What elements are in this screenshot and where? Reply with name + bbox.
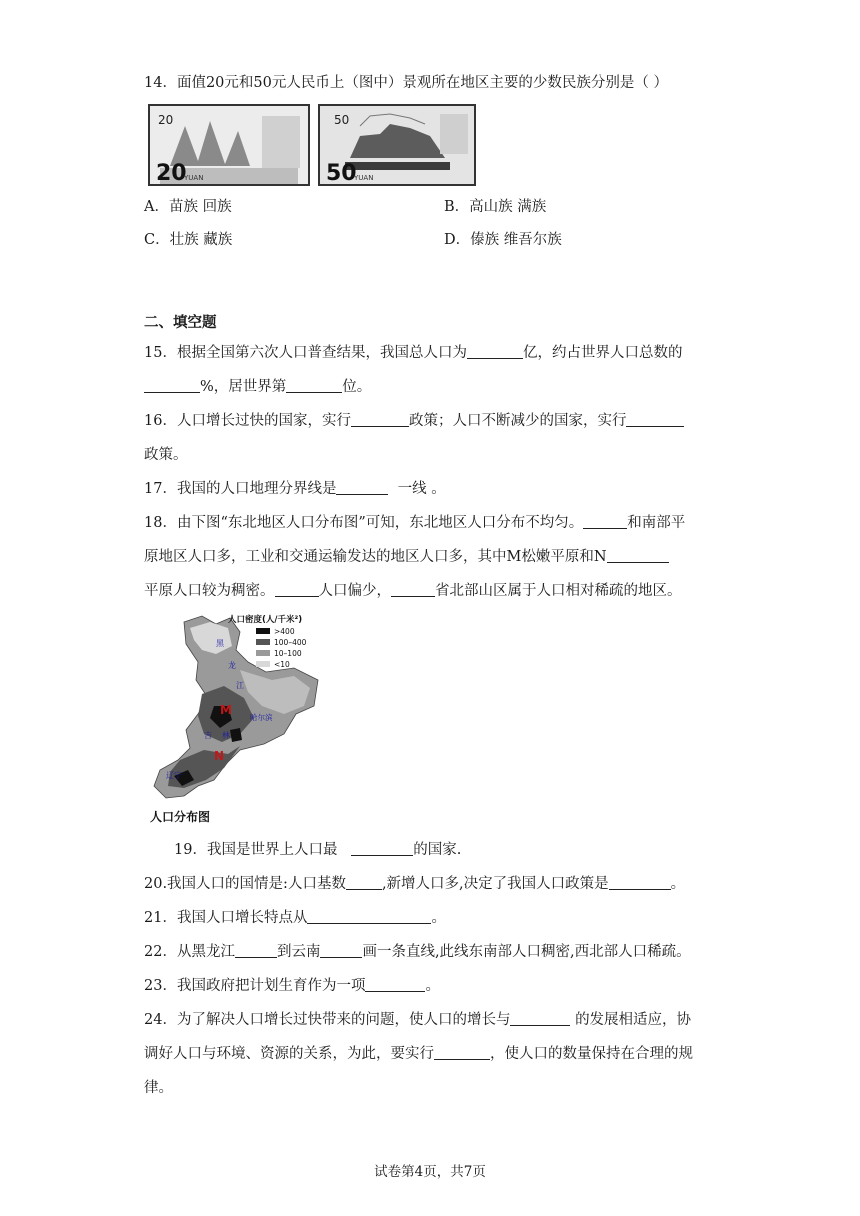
q15-blank-1[interactable] xyxy=(467,343,523,359)
q16-text-c: 政策。 xyxy=(144,447,188,463)
section-title: 二、填空题 xyxy=(144,315,217,331)
question-14-stem: 14．面值20元和50元人民币上（图中）景观所在地区主要的少数民族分别是（ ） xyxy=(144,75,668,91)
q24-text-e: 律。 xyxy=(144,1080,173,1096)
q21-text-b: 。 xyxy=(431,910,446,926)
q24-blank-1[interactable] xyxy=(510,1010,570,1026)
q23-text-b: 。 xyxy=(425,978,440,994)
q18-text-d: 平原人口较为稠密。 xyxy=(144,583,275,599)
q20-blank-2[interactable] xyxy=(609,874,671,890)
question-18-line3 xyxy=(144,581,682,601)
bill-20-mark: 20 xyxy=(158,113,174,127)
q24-text-d: ，使人口的数量保持在合理的规 xyxy=(490,1046,693,1062)
map-label-jiang: 江 xyxy=(236,681,244,690)
q18-text-a: 18．由下图“东北地区人口分布图”可知，东北地区人口分布不均匀。 xyxy=(144,515,584,531)
map-mark-n: N xyxy=(214,749,225,763)
northeast-population-map xyxy=(144,610,340,826)
legend-swatch-4 xyxy=(256,661,270,667)
map-label-liaoning: 辽宁 xyxy=(166,771,182,780)
q22-blank-2[interactable] xyxy=(320,942,362,958)
question-24-line1 xyxy=(144,1010,691,1030)
map-caption: 人口分布图 xyxy=(150,810,211,824)
q24-text-a: 24．为了解决人口增长过快带来的问题，使人口的增长与 xyxy=(144,1012,511,1028)
q15-text-d: 位。 xyxy=(342,379,372,395)
q15-blank-3[interactable] xyxy=(286,377,342,393)
map-label-ji: 吉 xyxy=(204,731,212,740)
banknote-50-image xyxy=(318,104,476,186)
q17-text-b: 一线 。 xyxy=(397,481,446,497)
q18-blank-1[interactable] xyxy=(583,513,627,529)
bill-20-yuan: YUAN xyxy=(184,174,204,182)
q17-text-a: 17．我国的人口地理分界线是 xyxy=(144,481,337,497)
question-19 xyxy=(174,840,461,860)
question-16-line2 xyxy=(144,445,188,465)
option-a[interactable]: A．苗族 回族 xyxy=(144,199,232,215)
q18-blank-4[interactable] xyxy=(391,581,435,597)
question-24-line3 xyxy=(144,1078,173,1098)
legend-label-2: 100–400 xyxy=(274,638,307,647)
q19-blank-1[interactable] xyxy=(351,840,413,856)
question-18-line1 xyxy=(144,513,685,533)
legend-label-3: 10–100 xyxy=(274,649,302,658)
q22-blank-1[interactable] xyxy=(235,942,277,958)
q16-blank-2[interactable] xyxy=(626,411,684,427)
question-22 xyxy=(144,942,691,962)
q24-blank-2[interactable] xyxy=(434,1044,490,1060)
q17-blank-1[interactable] xyxy=(336,479,388,495)
q22-text-b: 到云南 xyxy=(276,944,321,960)
question-21 xyxy=(144,908,446,928)
q18-text-e: 人口偏少， xyxy=(318,583,391,599)
question-24-line2 xyxy=(144,1044,693,1064)
map-label-long: 龙 xyxy=(228,661,236,670)
q16-text-a: 16．人口增长过快的国家，实行 xyxy=(144,413,351,429)
q22-text-a: 22．从黑龙江 xyxy=(144,944,235,960)
q18-text-c: 原地区人口多，工业和交通运输发达的地区人口多，其中M松嫩平原和N xyxy=(144,549,607,565)
question-18-line2 xyxy=(144,547,669,567)
question-15-line1 xyxy=(144,343,682,363)
q22-text-c: 画一条直线,此线东南部人口稠密,西北部人口稀疏。 xyxy=(362,944,691,960)
option-d[interactable]: D．傣族 维吾尔族 xyxy=(444,232,562,248)
q18-text-f: 省北部山区属于人口相对稀疏的地区。 xyxy=(435,583,682,599)
page-footer: 试卷第4页，共7页 xyxy=(374,1164,486,1180)
q23-blank-1[interactable] xyxy=(365,976,425,992)
question-20 xyxy=(144,874,685,894)
question-16-line1 xyxy=(144,411,684,431)
q19-text-a: 19．我国是世界上人口最 xyxy=(174,842,338,858)
legend-title: 人口密度(人/千米²) xyxy=(228,615,303,625)
map-label-hei: 黑 xyxy=(216,639,224,648)
q23-text-a: 23．我国政府把计划生育作为一项 xyxy=(144,978,366,994)
map-mark-m: M xyxy=(220,703,232,717)
q20-text-c: 。 xyxy=(670,876,686,892)
map-label-harbin: 哈尔滨 xyxy=(250,713,273,722)
map-label-lin: 林 xyxy=(222,731,230,740)
q18-blank-2[interactable] xyxy=(607,547,669,563)
q20-text-b: ,新增人口多,决定了我国人口政策是 xyxy=(381,876,609,892)
q21-blank-1[interactable] xyxy=(307,908,431,924)
legend-swatch-1 xyxy=(256,628,270,634)
banknote-20-image xyxy=(148,104,310,186)
q18-text-b: 和南部平 xyxy=(627,515,686,531)
q24-text-c: 调好人口与环境、资源的关系，为此，要实行 xyxy=(144,1046,434,1062)
q24-text-b: 的发展相适应，协 xyxy=(575,1012,692,1028)
bill-20-denomination: 20 xyxy=(156,161,187,184)
question-23 xyxy=(144,976,440,996)
bill-50-denomination: 50 xyxy=(326,161,357,184)
q15-text-b: 亿，约占世界人口总数的 xyxy=(522,345,683,361)
bill-50-yuan: YUAN xyxy=(354,174,374,182)
q15-text-c: %，居世界第 xyxy=(200,379,287,395)
q20-text-a: 20.我国人口的国情是:人口基数 xyxy=(144,876,346,892)
legend-label-4: <10 xyxy=(274,660,290,669)
q18-blank-3[interactable] xyxy=(275,581,319,597)
q19-text-b: 的国家. xyxy=(413,842,462,858)
q15-blank-2[interactable] xyxy=(144,377,200,393)
q21-text-a: 21．我国人口增长特点从 xyxy=(144,910,308,926)
question-15-line2 xyxy=(144,377,371,397)
q15-text-a: 15．根据全国第六次人口普查结果，我国总人口为 xyxy=(144,345,467,361)
option-b[interactable]: B．高山族 满族 xyxy=(444,199,547,215)
legend-swatch-2 xyxy=(256,639,270,645)
legend-label-1: >400 xyxy=(274,627,295,636)
option-c[interactable]: C．壮族 藏族 xyxy=(144,232,233,248)
bill-50-mark: 50 xyxy=(334,113,350,127)
q16-text-b: 政策；人口不断减少的国家，实行 xyxy=(408,413,627,429)
q20-blank-1[interactable] xyxy=(346,874,382,890)
legend-swatch-3 xyxy=(256,650,270,656)
question-17 xyxy=(144,479,446,499)
q16-blank-1[interactable] xyxy=(351,411,409,427)
